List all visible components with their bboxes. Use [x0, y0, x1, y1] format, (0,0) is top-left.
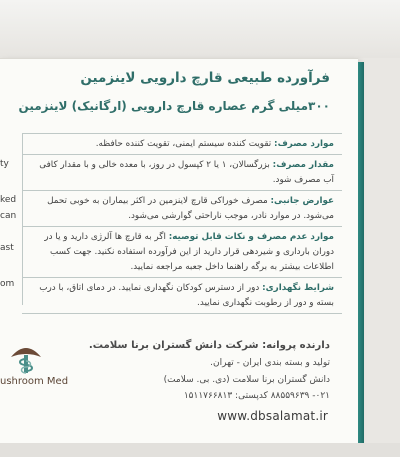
row-label: شرایط نگهداری:	[262, 283, 334, 293]
left-fragment: ast	[0, 243, 14, 253]
mushroom-logo-icon	[8, 341, 44, 377]
row-text: بزرگسالان، ۱ یا ۲ کپسول در روز، با معده خالی و با مقدار کافی آب مصرف شود.	[39, 160, 334, 185]
table-row	[22, 155, 342, 191]
company-name: دانش گستران برنا سلامت (دی. بی. سلامت)	[163, 375, 330, 385]
table-row	[22, 191, 342, 227]
table-row	[22, 278, 342, 314]
box-side-edge	[358, 62, 364, 443]
left-fragment: can	[0, 211, 17, 221]
row-text: مصرف خوراکی قارچ لاینزمین در اکثر بیماران به خوبی تحمل می‌شود. در موارد نادر، موجب ناراحتی گوارشی می‌شود.	[47, 196, 334, 221]
license-holder: دارنده پروانه: شرکت دانش گستران برنا سلامت.	[88, 340, 330, 351]
brand-name: ushroom Med	[0, 376, 69, 387]
row-text: دور از دسترس کودکان نگهداری نمایید. در دمای اتاق، با درب بسته و دور از رطوبت نگهداری نمایید.	[39, 283, 334, 308]
info-table	[22, 133, 342, 314]
left-fragment: ked	[0, 195, 17, 205]
row-text: تقویت کننده سیستم ایمنی، تقویت کننده حافظه.	[95, 139, 272, 149]
left-fragment: om	[0, 279, 15, 289]
product-subtitle: ۳۰۰میلی گرم عصاره قارچ دارویی (ارگانیک) لاینزمین	[18, 99, 330, 113]
production-info: تولید و بسته بندی ایران - تهران.	[210, 358, 330, 368]
row-text: اگر به قارچ ها آلرژی دارید و یا در دوران بارداری و شیردهی قرار دارید از این فرآورده استفاده نکنید. جهت کسب اطلاعات بیشتر به برگه راهنما داخل جعبه مراجعه نمایید.	[44, 232, 334, 272]
website-link[interactable]: www.dbsalamat.ir	[217, 409, 328, 423]
background-bottom	[0, 443, 400, 457]
contact-info: ۰۲۱- ۸۸۵۵۹۶۳۹ کدپستی: ۱۵۱۱۷۶۶۸۱۳	[183, 391, 330, 401]
background-top	[0, 0, 400, 58]
row-label: موارد مصرف:	[274, 139, 334, 149]
left-fragment: ty	[0, 159, 9, 169]
row-label: عوارض جانبی:	[270, 196, 334, 206]
row-label: موارد عدم مصرف و نکات قابل توصیه:	[168, 232, 334, 242]
left-column-fragments	[0, 133, 23, 305]
product-title: فرآورده طبیعی قارچ دارویی لاینزمین	[80, 70, 330, 86]
table-row	[22, 227, 342, 278]
table-row	[22, 134, 342, 155]
row-label: مقدار مصرف:	[272, 160, 334, 170]
